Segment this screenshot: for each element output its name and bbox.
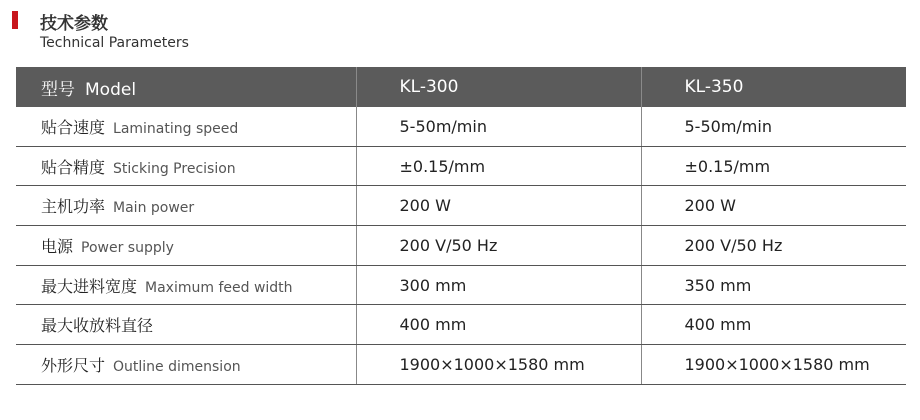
param-label [16,186,356,226]
param-label-en: Power supply [81,239,174,256]
param-label [16,226,356,266]
value-kl300: 5-50m/min [356,107,641,146]
value-kl300: 1900×1000×1580 mm [356,345,641,385]
header-model-kl350: KL-350 [641,67,906,107]
value-kl300: 300 mm [356,265,641,305]
param-label [16,107,356,146]
param-label-en: Sticking Precision [113,160,236,177]
param-label [16,345,356,385]
param-label [16,146,356,186]
param-label-en: Main power [113,200,195,217]
header-model-cell [16,67,356,107]
table-row [16,146,906,186]
value-kl350: 200 V/50 Hz [641,226,906,266]
param-label-zh: 外形尺寸 [41,355,106,375]
param-label-zh: 贴合精度 [41,157,106,177]
header-model-kl300: KL-300 [356,67,641,107]
param-label [16,265,356,305]
value-kl350: 1900×1000×1580 mm [641,345,906,385]
param-label-zh: 电源 [41,236,74,256]
heading-accent-bar [12,11,18,29]
param-label-en: Outline dimension [113,358,241,375]
param-label-zh: 最大收放料直径 [41,316,154,336]
value-kl350: 400 mm [641,305,906,345]
param-label [16,305,356,345]
spec-table [16,67,906,385]
param-label-zh: 贴合速度 [41,117,106,137]
heading-title-zh: 技术参数 [40,14,108,34]
value-kl300: 200 W [356,186,641,226]
table-row [16,345,906,385]
value-kl350: 5-50m/min [641,107,906,146]
param-label-en: Maximum feed width [145,279,293,296]
value-kl350: 350 mm [641,265,906,305]
table-row [16,226,906,266]
param-label-zh: 最大进料宽度 [41,276,138,296]
value-kl300: ±0.15/mm [356,146,641,186]
header-model-en: Model [85,79,137,100]
value-kl300: 200 V/50 Hz [356,226,641,266]
table-row [16,265,906,305]
value-kl350: 200 W [641,186,906,226]
header-model-zh: 型号 [41,79,75,100]
table-row [16,305,906,345]
heading-title-en: Technical Parameters [40,35,189,51]
param-label-zh: 主机功率 [41,197,106,217]
table-row [16,107,906,146]
value-kl350: ±0.15/mm [641,146,906,186]
table-row [16,186,906,226]
param-label-en: Laminating speed [113,120,239,137]
table-header-row [16,67,906,107]
value-kl300: 400 mm [356,305,641,345]
